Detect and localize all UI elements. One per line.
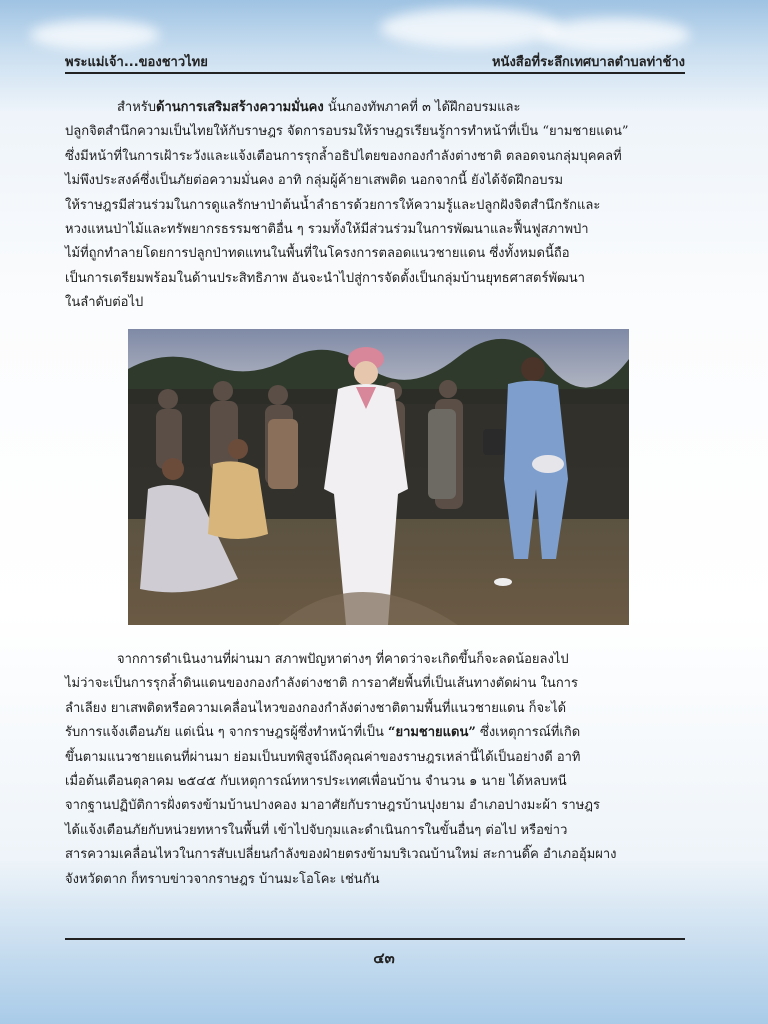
paragraph-text: ซึ่งเหตุการณ์ที่เกิด xyxy=(475,725,581,741)
paragraph-line: ในลำดับต่อไป xyxy=(65,295,144,311)
background-cloud xyxy=(380,8,560,48)
event-photo xyxy=(128,329,629,625)
paragraph-bold-topic: ด้านการเสริมสร้างความมั่นคง xyxy=(156,100,324,115)
footer-divider xyxy=(65,938,685,940)
paragraph-line: ไม่ว่าจะเป็นการรุกล้ำดินแดนของกองกำลังต่างชาติ การอาศัยพื้นที่เป็นเส้นทางตัดผ่าน ในการ xyxy=(65,676,578,692)
paragraph-line xyxy=(65,96,685,120)
paragraph-line: ขึ้นตามแนวชายแดนที่ผ่านมา ย่อมเป็นบทพิสูจน์ถึงคุณค่าของราษฎรเหล่านี้ได้เป็นอย่างดี อาทิ xyxy=(65,749,581,765)
paragraph-line: ปลูกจิตสำนึกความเป็นไทยให้กับราษฎร จัดการอบรมให้ราษฎรเรียนรู้การทำหน้าที่เป็น “ยามชายแดน” xyxy=(65,124,629,140)
paragraph-security xyxy=(65,96,685,316)
paragraph-line: ไม่พึงประสงค์ซึ่งเป็นภัยต่อความมั่นคง อาทิ กลุ่มผู้ค้ายาเสพติด นอกจากนี้ ยังได้จัดฝึกอบรม xyxy=(65,173,564,189)
header-divider xyxy=(65,72,685,74)
paragraph-line: หวงแหนป่าไม้และทรัพยากรธรรมชาติอื่น ๆ รวมทั้งให้มีส่วนร่วมในการพัฒนาและฟื้นฟูสภาพป่า xyxy=(65,222,589,238)
paragraph-line: เมื่อต้นเดือนตุลาคม ๒๕๔๕ กับเหตุการณ์ทหารประเทศเพื่อนบ้าน จำนวน ๑ นาย ได้หลบหนี xyxy=(65,774,567,790)
page-number: ๔๓ xyxy=(373,949,395,967)
background-cloud xyxy=(540,18,690,52)
paragraph-line xyxy=(65,721,685,745)
header-left-title: พระแม่เจ้า...ของชาวไทย xyxy=(65,55,208,70)
background-cloud xyxy=(30,20,160,50)
paragraph-text: นั้นกองทัพภาคที่ ๓ ได้ฝึกอบรมและ xyxy=(323,100,521,115)
paragraph-line: เป็นการเตรียมพร้อมในด้านประสิทธิภาพ อันจะนำไปสู่การจัดตั้งเป็นกลุ่มบ้านยุทธศาสตร์พัฒนา xyxy=(65,270,585,286)
paragraph-line: จากฐานปฏิบัติการฝั่งตรงข้ามบ้านปางคอง มาอาศัยกับราษฎรบ้านปุงยาม อำเภอปางมะผ้า ราษฎร xyxy=(65,798,600,814)
paragraph-line: ให้ราษฎรมีส่วนร่วมในการดูแลรักษาป่าต้นน้ำลำธารด้วยการให้ความรู้และปลูกฝังจิตสำนึกรักและ xyxy=(65,197,601,213)
photo-illustration xyxy=(128,329,629,625)
paragraph-line: ลำเลียง ยาเสพติดหรือความเคลื่อนไหวของกองกำลังต่างชาติตามพื้นที่แนวชายแดน ก็จะได้ xyxy=(65,700,567,716)
paragraph-line: ไม้ที่ถูกทำลายโดยการปลูกป่าทดแทนในพื้นที่ในโครงการตลอดแนวชายแดน ซึ่งทั้งหมดนี้ถือ xyxy=(65,246,570,262)
paragraph-line: ได้แจ้งเตือนภัยกับหน่วยทหารในพื้นที่ เข้าไปจับกุมและดำเนินการในขั้นอื่นๆ ต่อไป หรือข่าว xyxy=(65,822,568,838)
paragraph-lead: สำหรับ xyxy=(117,100,157,115)
paragraph-bold-term: “ยามชายแดน” xyxy=(387,725,476,741)
paragraph-results xyxy=(65,648,685,892)
header-right-title: หนังสือที่ระลึกเทศบาลตำบลท่าช้าง xyxy=(491,55,685,70)
paragraph-line: จากการดำเนินงานที่ผ่านมา สภาพปัญหาต่างๆ ที่คาดว่าจะเกิดขึ้นก็จะลดน้อยลงไป xyxy=(117,652,569,667)
paragraph-line: ซึ่งมีหน้าที่ในการเฝ้าระวังและแจ้งเตือนการรุกล้ำอธิปไตยของกองกำลังต่างชาติ ตลอดจนกลุ่มบุคคลที่ xyxy=(65,148,622,164)
paragraph-text: รับการแจ้งเตือนภัย แต่เนิ่น ๆ จากราษฎรผู้ซึ่งทำหน้าที่เป็น xyxy=(65,725,388,741)
paragraph-line: สารความเคลื่อนไหวในการสับเปลี่ยนกำลังของฝ่ายตรงข้ามบริเวณบ้านใหม่ สะกานดิ๊ค อำเภออุ้มผาง xyxy=(65,847,617,863)
page-header xyxy=(65,52,685,72)
paragraph-line: จังหวัดตาก ก็ทราบข่าวจากราษฎร บ้านมะโอโคะ เช่นกัน xyxy=(65,871,380,887)
